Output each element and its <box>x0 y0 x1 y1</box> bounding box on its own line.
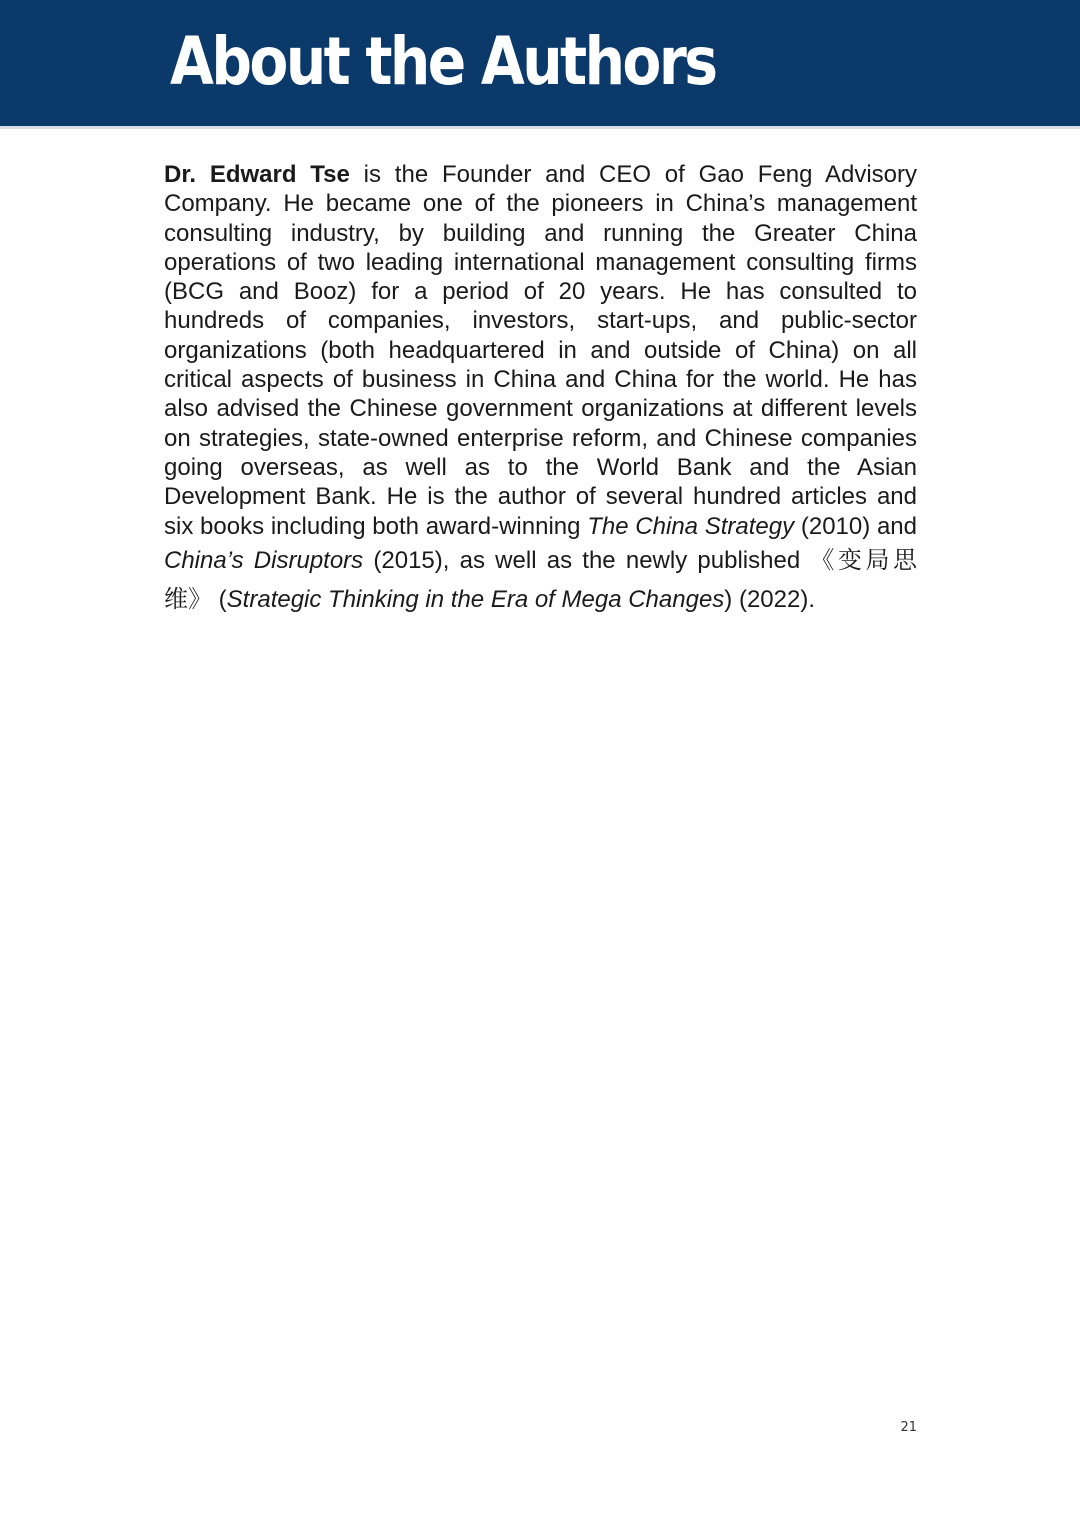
author-name: Dr. Edward Tse <box>164 161 350 188</box>
bio-text-5: ) (2022). <box>724 585 815 613</box>
book-title-chinas-disruptors: China’s Disruptors <box>164 546 364 574</box>
header-divider <box>0 126 1080 129</box>
bio-text-1: is the Founder and CEO of Gao Feng Advisory Company. He became one of the pioneers in China’s management consulting industry, by building and running the Greater China operations of two leading international management consulting firms (BCG and Booz) for a period of 20 years. He has consulted to hundreds of companies, investors, start-ups, and public-sector organizations (both headquartered in and outside of China) on all critical aspects of business in China and China for the world. He has also advised the Chinese government organizations at different levels on strategies, state-owned enterprise reform, and Chinese companies going overseas, as well as to the World Bank and the Asian Development Bank. He is the author of several hundred articles and six books including both award-winning <box>164 161 917 540</box>
author-bio <box>164 160 917 619</box>
bio-text-3: (2015), as well as the newly published <box>363 546 811 574</box>
page-number: 21 <box>900 1420 917 1435</box>
book-title-china-strategy: The China Strategy <box>587 512 795 540</box>
book-title-chinese: 《变局思维》 <box>164 545 917 613</box>
bio-text-2: (2010) and <box>794 512 918 540</box>
page-title: About the Authors <box>170 23 716 100</box>
book-title-strategic-thinking: Strategic Thinking in the Era of Mega Changes <box>226 585 725 613</box>
bio-text-4: ( <box>212 585 227 613</box>
header-band <box>0 0 1080 126</box>
